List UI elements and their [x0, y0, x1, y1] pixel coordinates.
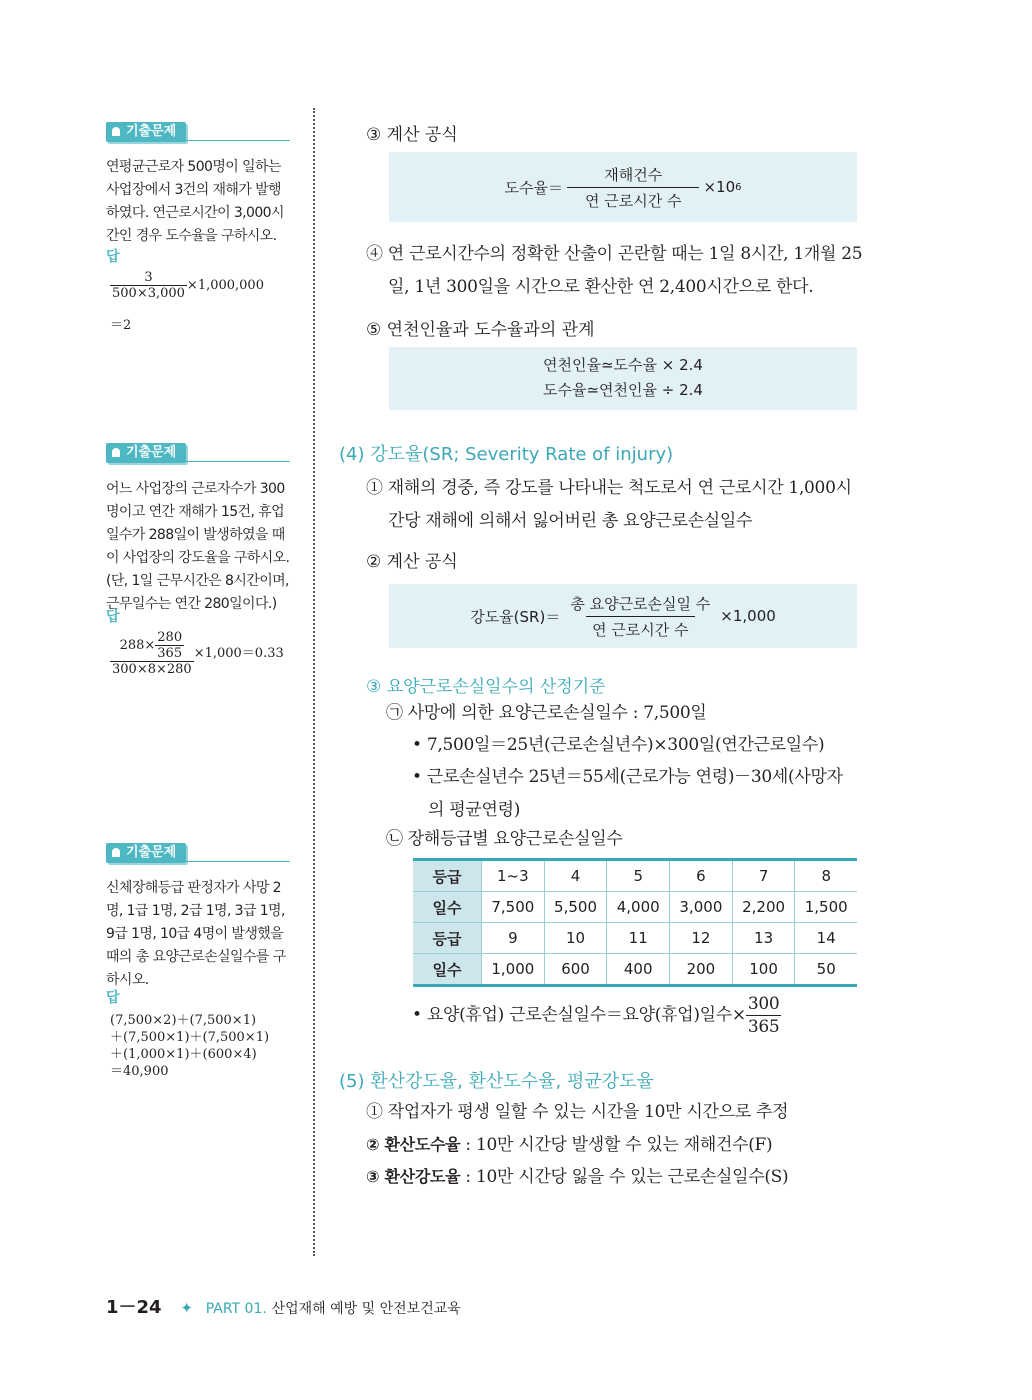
item4-text: ④ 연 근로시간수의 정확한 산출이 곤란할 때는 1일 8시간, 1개월 25 일, 1년 300일을 시간으로 환산한 연 2,400시간으로 한다. [366, 244, 863, 297]
answer-label-2: 답 [106, 609, 120, 625]
section4-title: (4) 강도율(SR; Severity Rate of injury) [339, 444, 674, 465]
frequency-rate-formula: 도수율＝ $\frac{\text{재해건수}}{\text{연 근로시간 수}}$ ×10 6 [389, 152, 857, 222]
answer-math-2: 288× $\frac{280}{365}$ 300×8×280 ×1,000＝0.33 [112, 630, 284, 677]
grade-header: 등급 [413, 860, 482, 892]
table-cell: 400 [607, 954, 670, 986]
star-icon: ✦ [180, 1299, 193, 1317]
bullet-1: • 7,500일＝25년(근로손실년수)×300일(연간근로일수) [412, 735, 825, 755]
section5-item3: ③ 환산강도율 : 10만 시간당 잃을 수 있는 근로손실일수(S) [366, 1167, 789, 1187]
disability-grade-table [413, 858, 857, 987]
column-divider [313, 108, 315, 1256]
exam-question-2: 어느 사업장의 근로자수가 300명이고 연간 재해가 15건, 휴업일수가 288일이 발생하였을 때 이 사업장의 강도율을 구하시오. (단, 1일 근무시간은 8시간이며, 근무일수는 연간 280일이다.) [106, 481, 290, 612]
bullet-2: • 근로손실년수 25년＝55세(근로가능 연령)－30세(사망자 의 평균연령) [412, 767, 843, 820]
table-cell: 50 [795, 954, 857, 986]
section4-item1: ① 재해의 경중, 즉 강도를 나타내는 척도로서 연 근로시간 1,000시 간당 재해에 의해서 잃어버린 총 요양근로손실일수 [366, 478, 852, 531]
table-cell: 8 [795, 860, 857, 892]
relation-formula: 연천인율≃도수율 × 2.4 도수율≃연천인율 ÷ 2.4 [389, 347, 857, 410]
answer-math-1: $\frac{3}{500\times 3,000}$ ×1,000,000 [112, 270, 264, 301]
section4-item2-heading: ② 계산 공식 [366, 552, 458, 572]
table-cell: 1,500 [795, 892, 857, 923]
table-cell: 5 [607, 860, 670, 892]
table-cell: 7 [732, 860, 795, 892]
table-cell: 1,000 [482, 954, 545, 986]
table-cell: 11 [607, 923, 670, 954]
bullet-3: • 요양(휴업) 근로손실일수＝요양(휴업)일수× $\frac{300}{365}$ [412, 994, 780, 1037]
section5-title: (5) 환산강도율, 환산도수율, 평균강도율 [339, 1071, 654, 1092]
sub-item-b: ㉡ 장해등급별 요양근로손실일수 [386, 829, 623, 849]
table-cell: 6 [670, 860, 733, 892]
sub-item-a: ㉠ 사망에 의한 요양근로손실일수 : 7,500일 [386, 703, 707, 723]
table-cell: 13 [732, 923, 795, 954]
exam-tag-1: 기출문제 [106, 122, 290, 146]
lamp-icon [112, 448, 120, 457]
exam-tag-3: 기출문제 [106, 843, 290, 867]
days-header: 일수 [413, 954, 482, 986]
part-label: PART 01. [205, 1301, 267, 1317]
chapter-title: 산업재해 예방 및 안전보건교육 [271, 1301, 461, 1317]
table-cell: 3,000 [670, 892, 733, 923]
table-cell: 9 [482, 923, 545, 954]
table-cell: 4 [544, 860, 607, 892]
page-footer [106, 1293, 461, 1319]
section4-item3-heading: ③ 요양근로손실일수의 산정기준 [366, 677, 606, 697]
days-header: 일수 [413, 892, 482, 923]
answer-label-3: 답 [106, 990, 120, 1006]
section5-item1: ① 작업자가 평생 일할 수 있는 시간을 10만 시간으로 추정 [366, 1102, 789, 1122]
table-cell: 200 [670, 954, 733, 986]
table-cell: 10 [544, 923, 607, 954]
table-cell: 14 [795, 923, 857, 954]
exam-question-1: 연평균근로자 500명이 일하는 사업장에서 3건의 재해가 발행하였다. 연근로시간이 3,000시간인 경우 도수율을 구하시오. [106, 159, 284, 244]
answer-label-1: 답 [106, 249, 120, 265]
lamp-icon [112, 127, 120, 136]
exam-question-3: 신체장해등급 판정자가 사망 2명, 1급 1명, 2급 1명, 3급 1명, 9급 1명, 10급 4명이 발생했을 때의 총 요양근로손실일수를 구하시오. [106, 880, 286, 988]
table-cell: 5,500 [544, 892, 607, 923]
table-row [413, 954, 857, 986]
table-cell: 1~3 [482, 860, 545, 892]
page-number: 1－24 [106, 1297, 162, 1318]
exam-tag-2: 기출문제 [106, 443, 290, 467]
table-cell: 4,000 [607, 892, 670, 923]
table-cell: 100 [732, 954, 795, 986]
table-row [413, 860, 857, 892]
table-cell: 12 [670, 923, 733, 954]
section5-item2: ② 환산도수율 : 10만 시간당 발생할 수 있는 재해건수(F) [366, 1135, 773, 1155]
answer-math-3: (7,500×2)＋(7,500×1) ＋(7,500×1)＋(7,500×1) ＋(1,000×1)＋(600×4) ＝40,900 [110, 1013, 270, 1079]
answer-result-1: ＝2 [110, 318, 132, 333]
grade-header: 등급 [413, 923, 482, 954]
severity-rate-formula: 강도율(SR)＝ $\frac{\text{총 요양근로손실일 수}}{\text{연 근로시간 수}}$ ×1,000 [389, 584, 857, 648]
lamp-icon [112, 848, 120, 857]
table-cell: 600 [544, 954, 607, 986]
item5-heading: ⑤ 연천인율과 도수율과의 관계 [366, 320, 595, 340]
table-row [413, 892, 857, 923]
table-row [413, 923, 857, 954]
item3-heading: ③ 계산 공식 [366, 125, 458, 145]
table-cell: 2,200 [732, 892, 795, 923]
table-cell: 7,500 [482, 892, 545, 923]
